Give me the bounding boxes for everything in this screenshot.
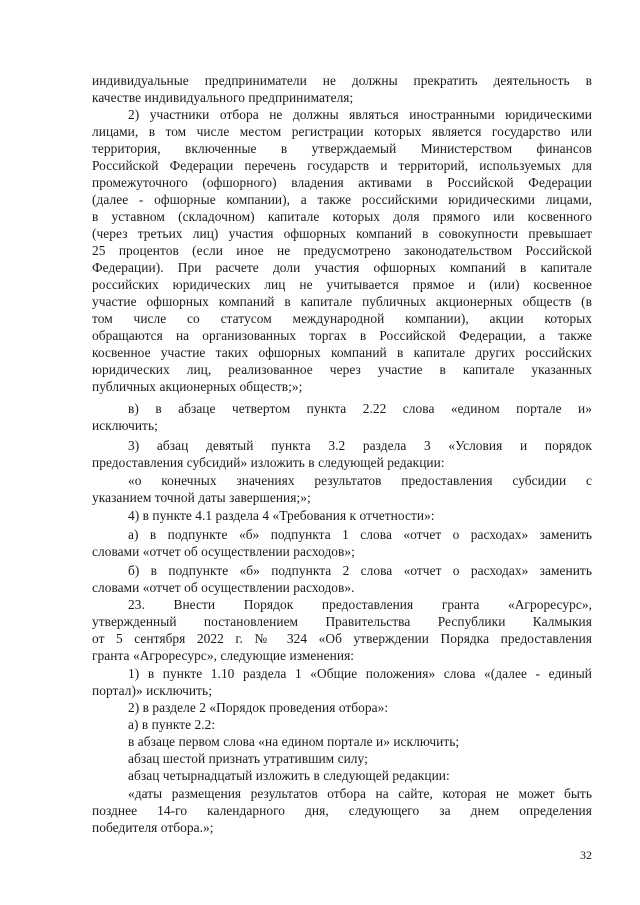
text-line: в абзаце первом слова «на едином портале и» исключить; bbox=[128, 734, 460, 749]
text-line: 23. Внести Порядок предоставления гранта «Агроресурс», bbox=[128, 597, 592, 612]
text-line: «о конечных значениях результатов предоставления субсидии с bbox=[128, 473, 592, 488]
page-number: 32 bbox=[580, 848, 592, 862]
text-line: портал)» исключить; bbox=[92, 683, 212, 698]
text-line: Федерации). При расчете доли участия офшорных компаний в капитале bbox=[92, 260, 592, 275]
text-line: индивидуальные предприниматели не должны прекратить деятельность в bbox=[92, 73, 592, 88]
text-line: абзац четырнадцатый изложить в следующей редакции: bbox=[128, 768, 450, 783]
text-line: (далее - офшорные компании), а также российскими юридическими лицами, bbox=[92, 192, 592, 207]
text-line: предоставления субсидий» изложить в следующей редакции: bbox=[92, 455, 445, 470]
text-line: исключить; bbox=[92, 418, 158, 433]
text-line: (через третьих лиц) участия офшорных компаний в совокупности превышает bbox=[92, 226, 592, 241]
text-line: «даты размещения результатов отбора на сайте, которая не может быть bbox=[128, 786, 592, 801]
text-line: утвержденный постановлением Правительства Республики Калмыкия bbox=[92, 614, 592, 629]
text-line: абзац шестой признать утратившим силу; bbox=[128, 751, 368, 766]
text-line: указанием точной даты завершения;»; bbox=[92, 490, 311, 505]
text-line: промежуточного (офшорного) владения активами в Российской Федерации bbox=[92, 175, 592, 190]
text-line: косвенное участие таких офшорных компаний в капитале других российских bbox=[92, 345, 592, 360]
text-line: позднее 14-го календарного дня, следующего за днем определения bbox=[92, 803, 592, 818]
text-line: территория, включенные в утверждаемый Министерством финансов bbox=[92, 141, 592, 156]
text-line: б) в подпункте «б» подпункта 2 слова «отчет о расходах» заменить bbox=[128, 563, 592, 578]
text-line: 2) участники отбора не должны являться иностранными юридическими bbox=[128, 107, 592, 122]
text-line: словами «отчет об осуществлении расходов»; bbox=[92, 544, 355, 559]
text-line: 1) в пункте 1.10 раздела 1 «Общие положения» слова «(далее - единый bbox=[128, 666, 592, 681]
text-line: юридических лиц, реализованное через участие в капитале указанных bbox=[92, 362, 592, 377]
text-line: том числе со статусом международной компании), акции которых bbox=[92, 311, 592, 326]
text-line: лицами, в том числе местом регистрации которых является государство или bbox=[92, 124, 592, 139]
text-line: в уставном (складочном) капитале которых доля прямого или косвенного bbox=[92, 209, 592, 224]
text-line: качестве индивидуального предпринимателя; bbox=[92, 90, 354, 105]
text-line: участие офшорных компаний в капитале публичных акционерных обществ (в bbox=[92, 294, 592, 309]
text-line: в) в абзаце четвертом пункта 2.22 слова «едином портале и» bbox=[128, 401, 592, 416]
text-line: а) в подпункте «б» подпункта 1 слова «отчет о расходах» заменить bbox=[128, 527, 592, 542]
text-line: 4) в пункте 4.1 раздела 4 «Требования к отчетности»: bbox=[128, 508, 435, 523]
text-line: 25 процентов (если иное не предусмотрено законодательством Российской bbox=[92, 243, 592, 258]
text-line: 2) в разделе 2 «Порядок проведения отбора»: bbox=[128, 700, 389, 715]
text-line: словами «отчет об осуществлении расходов». bbox=[92, 580, 355, 595]
text-line: гранта «Агроресурс», следующие изменения: bbox=[92, 648, 355, 663]
text-line: обращаются на организованных торгах в Российской Федерации, а также bbox=[92, 328, 592, 343]
text-line: победителя отбора.»; bbox=[92, 820, 214, 835]
text-line: российских юридических лиц не учитывается прямое и (или) косвенное bbox=[92, 277, 592, 292]
text-line: Российской Федерации перечень государств и территорий, используемых для bbox=[92, 158, 592, 173]
text-line: 3) абзац девятый пункта 3.2 раздела 3 «Условия и порядок bbox=[128, 438, 592, 453]
text-line: публичных акционерных обществ;»; bbox=[92, 379, 303, 394]
text-line: а) в пункте 2.2: bbox=[128, 717, 216, 732]
text-line: от 5 сентября 2022 г. № 324 «Об утверждении Порядка предоставления bbox=[92, 631, 592, 646]
